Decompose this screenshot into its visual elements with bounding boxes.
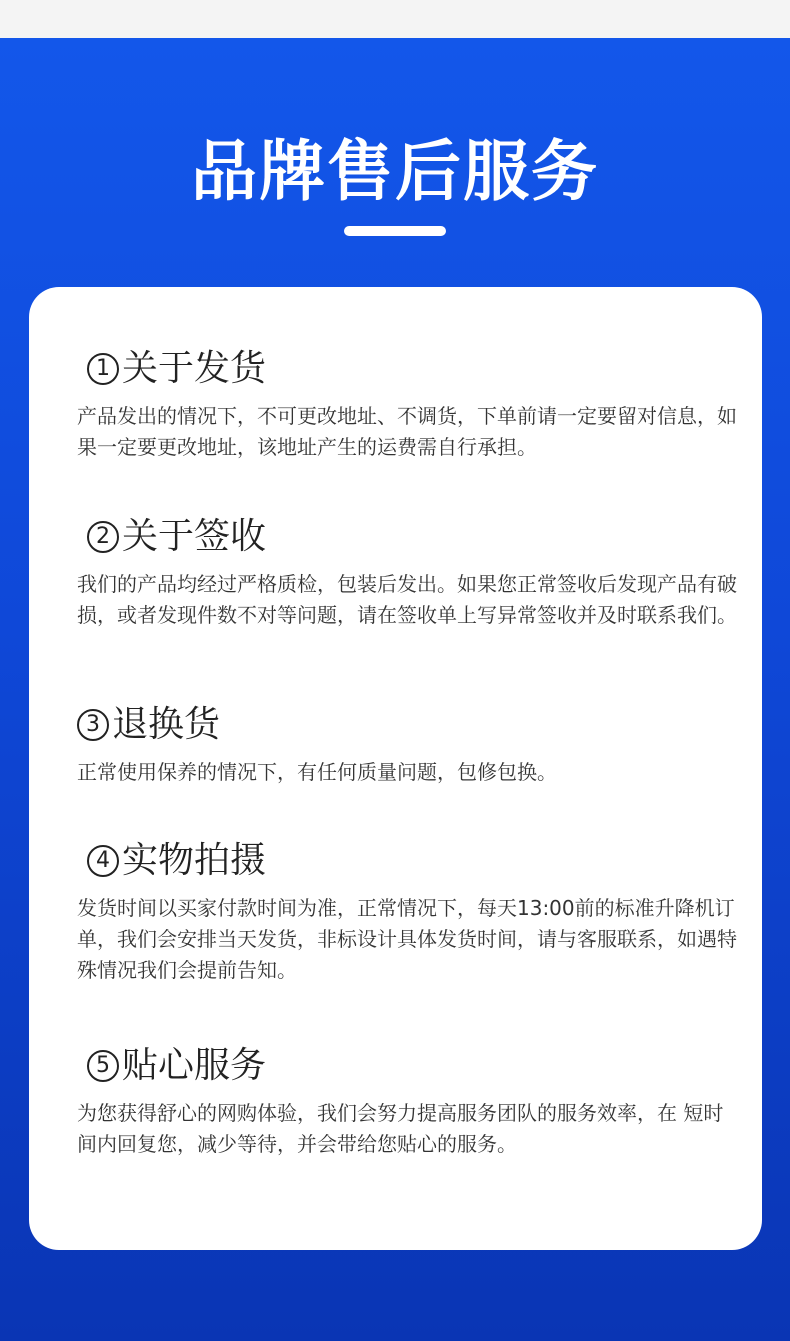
section-delivery (77, 515, 737, 631)
service-card (29, 287, 762, 1250)
section-heading: 关于签收 (122, 516, 267, 557)
number-badge: 4 (87, 845, 119, 877)
section-heading: 实物拍摄 (122, 840, 267, 881)
number-badge: 2 (87, 521, 119, 553)
top-strip (0, 0, 790, 38)
section-text: 产品发出的情况下，不可更改地址、不调货，下单前请一定要留对信息，如果一定要更改地址，该地址产生的运费需自行承担。 (77, 404, 737, 459)
section-heading: 关于发货 (122, 348, 267, 389)
section-photos (77, 839, 737, 986)
section-shipping (77, 347, 737, 463)
section-title (77, 1044, 737, 1088)
section-title (77, 515, 737, 559)
section-returns (77, 703, 737, 788)
section-title (77, 839, 737, 883)
title-underline (344, 226, 446, 236)
section-title (77, 703, 737, 747)
section-service (77, 1044, 737, 1160)
section-title (77, 347, 737, 391)
number-badge: 1 (87, 353, 119, 385)
page-title: 品牌售后服务 (191, 133, 599, 210)
number-badge: 5 (87, 1050, 119, 1082)
section-heading: 贴心服务 (122, 1045, 267, 1086)
section-heading: 退换货 (112, 704, 221, 745)
number-badge: 3 (77, 709, 109, 741)
section-text: 为您获得舒心的网购体验，我们会努力提高服务团队的服务效率，在 短时间内回复您，减少等待，并会带给您贴心的服务。 (77, 1101, 724, 1156)
section-text: 我们的产品均经过严格质检，包装后发出。如果您正常签收后发现产品有破损，或者发现件数不对等问题，请在签收单上写异常签收并及时联系我们。 (77, 572, 737, 627)
section-text: 发货时间以买家付款时间为准，正常情况下，每天13:00前的标准升降机订单，我们会安排当天发货，非标设计具体发货时间，请与客服联系，如遇特殊情况我们会提前告知。 (77, 896, 737, 982)
section-text: 正常使用保养的情况下，有任何质量问题，包修包换。 (77, 760, 557, 784)
